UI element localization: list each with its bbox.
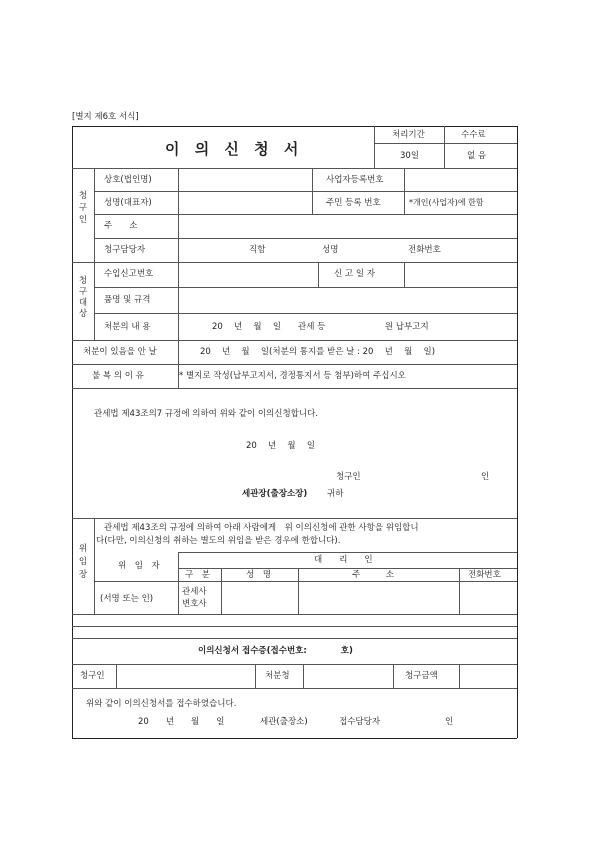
name-rep-field[interactable] — [180, 193, 310, 213]
agent-type-value: 관세사 변호사 — [182, 587, 207, 609]
applicant-row2-line — [94, 214, 517, 215]
frame-right — [517, 126, 518, 738]
applicant-label-col-line — [178, 168, 179, 262]
address-field[interactable] — [180, 216, 516, 237]
name-rep-label: 성명(대표자) — [104, 198, 152, 208]
known-date-value: 20 년 월 일(처분의 통지를 받은 날 : 20 년 월 일) — [200, 347, 436, 357]
receipt-col-2 — [255, 664, 256, 688]
person-name-label: 성명 — [322, 245, 339, 255]
phone-label: 전화번호 — [408, 245, 441, 255]
agent-col-addr-line — [459, 568, 460, 614]
declaration-applicant-label: 청구인 — [336, 472, 361, 482]
agent-col-type-line — [221, 568, 222, 614]
delegator-mid-line — [94, 581, 178, 582]
resident-no-label: 주민 등록 번호 — [326, 198, 381, 208]
receipt-col-4 — [393, 664, 394, 688]
receipt-office-label: 처분청 — [265, 671, 290, 681]
target-row1-line — [94, 287, 517, 288]
title-divider — [374, 126, 375, 168]
applicant-row3-line — [94, 238, 517, 239]
known-date-bottom-line — [72, 364, 517, 365]
sign-note: (서명 또는 인) — [100, 594, 154, 604]
receipt-title: 이의신청서 접수증(접수번호: 호) — [198, 646, 353, 656]
form-title: 이 의 신 청 서 — [165, 140, 304, 158]
applicant-mid-col-b — [404, 168, 405, 214]
processing-period-value: 30일 — [400, 151, 420, 161]
col-address-label: 주 소 — [352, 570, 394, 580]
receipt-col-1 — [116, 664, 117, 688]
receipt-col-5 — [459, 664, 460, 688]
declaration-seal: 인 — [481, 472, 490, 482]
disposition-label: 처분의 내 용 — [104, 322, 151, 332]
decl-date-field[interactable] — [406, 264, 516, 286]
receipt-date: 20 년 월 일 — [138, 717, 225, 727]
business-reg-no-field[interactable] — [406, 170, 516, 190]
agent-header-bottom-line — [178, 581, 517, 582]
agent-col-name-line — [298, 568, 299, 614]
frame-top — [72, 126, 517, 127]
col-type-label: 구 분 — [185, 570, 210, 580]
agent-header-mid-line — [178, 568, 517, 569]
declaration-bottom-line — [72, 518, 517, 519]
declaration-statement: 관세법 제43조의7 규정에 의하여 위와 같이 이의신청합니다. — [94, 409, 318, 419]
form-label: [별지 제6호 서식] — [72, 112, 139, 122]
cut-line-b — [72, 638, 517, 639]
applicant-bottom-line — [72, 262, 517, 263]
agent-header-top-line — [178, 552, 517, 553]
applicant-col-line — [94, 168, 95, 262]
target-col-line — [94, 262, 95, 340]
disposition-value: 20 년 월 일 관세 등 원 납부고지 — [212, 322, 429, 332]
fee-value: 없 음 — [467, 151, 487, 161]
fee-label: 수수료 — [461, 130, 486, 140]
applicant-mid-col-a — [312, 168, 313, 214]
applicant-row1-line — [94, 191, 517, 192]
business-reg-no-label: 사업자등록번호 — [326, 175, 384, 185]
reason-value: * 별지로 작성(납부고지서, 경정통지서 등 첨부)하여 주십시오 — [179, 371, 406, 381]
header-divider — [444, 126, 445, 168]
target-mid-col-b — [404, 262, 405, 287]
import-decl-no-field[interactable] — [180, 264, 316, 286]
receipt-applicant-label: 청구인 — [80, 671, 105, 681]
col-name-label: 성 명 — [246, 570, 271, 580]
resident-note: *개인(사업자)에 한함 — [409, 198, 484, 207]
item-spec-field[interactable] — [180, 289, 516, 312]
position-label: 직함 — [249, 245, 266, 255]
delegation-text-2: 다(다만, 이의신청의 취하는 별도의 위임을 받은 경우에 한합니다). — [96, 536, 341, 546]
addressee: 세관장(출장소장) — [242, 489, 308, 499]
col-phone-label: 전화번호 — [468, 570, 501, 580]
item-spec-label: 품명 및 규격 — [104, 295, 151, 305]
addressee-suffix: 귀하 — [327, 489, 344, 499]
receipt-customs-office: 세관(출장소) — [260, 717, 308, 727]
company-name-field[interactable] — [180, 170, 310, 190]
agent-address-field[interactable] — [300, 583, 458, 613]
cut-line-a — [72, 626, 517, 627]
agent-name-field[interactable] — [223, 583, 297, 613]
target-section-label: 청구대상 — [78, 276, 88, 319]
known-date-label: 처분이 있음을 안 날 — [83, 347, 157, 357]
applicant-section-label: 청구인 — [78, 191, 88, 225]
receipt-row-line — [72, 688, 517, 689]
decl-date-label: 신 고 일 자 — [334, 269, 375, 279]
delegation-section-label: 위임장 — [78, 544, 88, 580]
delegation-bottom-line — [72, 614, 517, 615]
address-label: 주 소 — [104, 221, 138, 231]
receipt-title-line — [72, 664, 517, 665]
contact-person-label: 청구담당자 — [104, 245, 146, 255]
agent-label: 대 리 인 — [314, 555, 373, 565]
target-mid-col-a — [318, 262, 319, 287]
receipt-col-3 — [303, 664, 304, 688]
receipt-amount-label: 청구금액 — [405, 671, 438, 681]
declaration-date: 20 년 월 일 — [246, 441, 316, 451]
import-decl-no-label: 수입신고번호 — [104, 269, 154, 279]
processing-period-label: 처리기간 — [392, 130, 425, 140]
reason-bottom-line — [72, 388, 517, 389]
frame-bottom — [72, 738, 517, 739]
known-date-col-line — [178, 340, 179, 364]
delegator-col-line — [178, 552, 179, 614]
reason-label: 불 복 의 이 유 — [92, 371, 144, 381]
delegation-col-line — [94, 518, 95, 614]
receipt-statement: 위와 같이 이의신청서를 접수하였습니다. — [86, 699, 237, 709]
title-bottom-line — [72, 168, 517, 169]
frame-left — [72, 126, 73, 738]
receipt-receiver-label: 접수담당자 — [339, 717, 381, 727]
company-name-label: 상호(법인명) — [104, 175, 152, 185]
target-bottom-line — [72, 340, 517, 341]
agent-phone-field[interactable] — [461, 583, 516, 613]
header-mid-line — [374, 143, 517, 144]
delegator-label: 위 임 자 — [118, 561, 160, 571]
delegation-text-1: 관세법 제43조의 규정에 의하여 아래 사람에게 위 이의신청에 관한 사항을 위임합니 — [104, 523, 419, 533]
receipt-seal: 인 — [445, 717, 454, 727]
target-label-col-line — [178, 262, 179, 340]
target-row2-line — [94, 313, 517, 314]
